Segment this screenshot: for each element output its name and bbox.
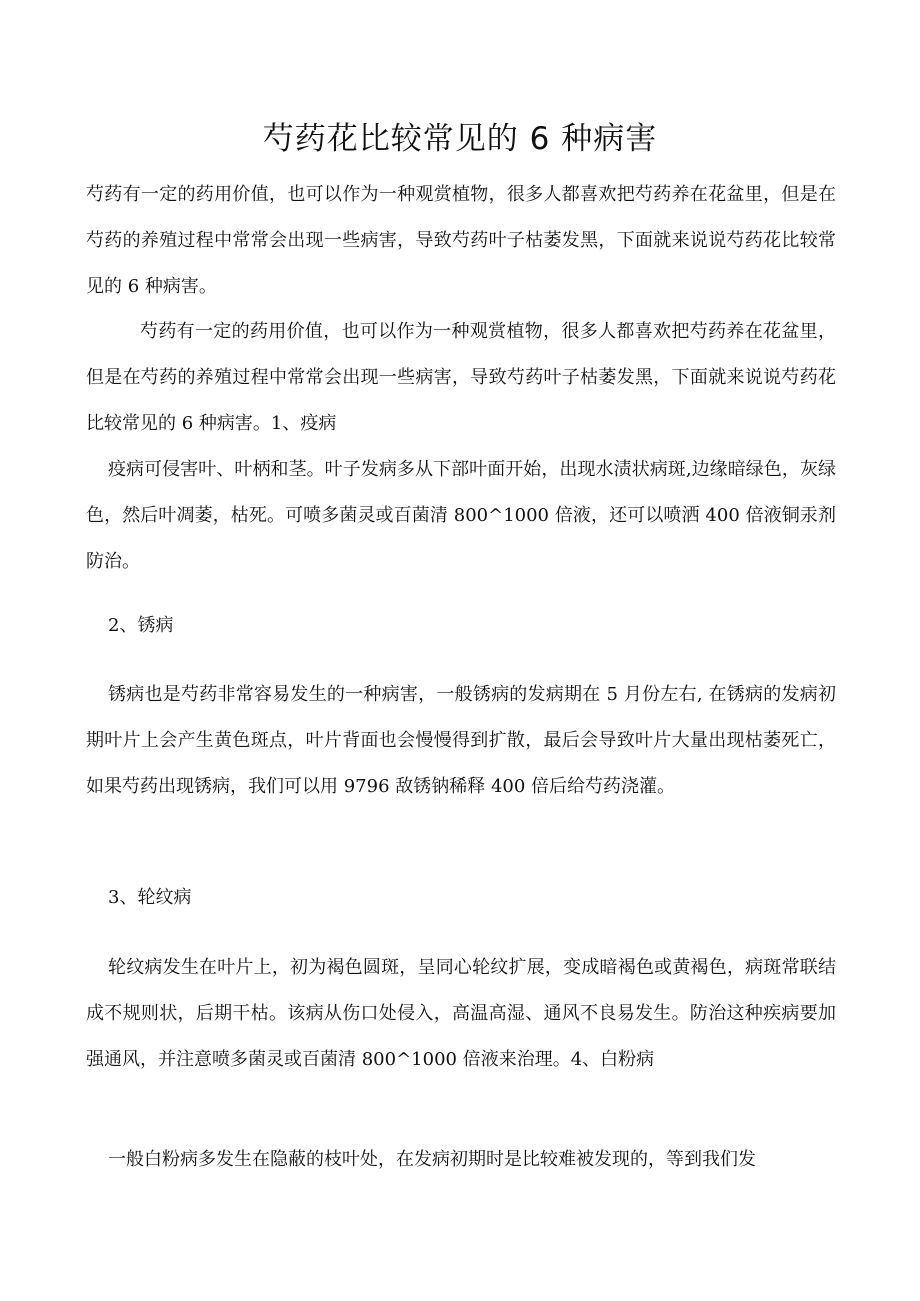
powdery-mildew-paragraph: 一般白粉病多发生在隐蔽的枝叶处，在发病初期时是比较难被发现的，等到我们发: [108, 1149, 756, 1170]
blight-paragraph: 疫病可侵害叶、叶柄和茎。叶子发病多从下部叶面开始，出现水渍状病斑,边缘暗绿色，灰绿色，然后叶凋萎，枯死。可喷多菌灵或百菌清 800^1000 倍液，还可以喷洒 400 倍液铜汞剂防治。: [86, 459, 836, 572]
ring-spot-heading: 3、轮纹病: [108, 887, 192, 908]
document-title: 芍药花比较常见的 6 种病害: [262, 121, 658, 157]
ring-spot-paragraph: 轮纹病发生在叶片上，初为褐色圆斑，呈同心轮纹扩展，变成暗褐色或黄褐色，病斑常联结成不规则状，后期干枯。该病从伤口处侵入，高温高湿、通风不良易发生。防治这种疾病要加强通风，并注意喷多菌灵或百菌清 800^1000 倍液来治理。4、白粉病: [86, 957, 836, 1070]
rust-paragraph: 锈病也是芍药非常容易发生的一种病害，一般锈病的发病期在 5 月份左右, 在锈病的发病初期叶片上会产生黄色斑点，叶片背面也会慢慢得到扩散，最后会导致叶片大量出现枯萎死亡，如果芍药出现锈病，我们可以用 9796 敌锈钠稀释 400 倍后给芍药浇灌。: [86, 684, 836, 797]
intro-paragraph: 芍药有一定的药用价值，也可以作为一种观赏植物，很多人都喜欢把芍药养在花盆里，但是在芍药的养殖过程中常常会出现一些病害，导致芍药叶子枯萎发黑，下面就来说说芍药花比较常见的 6 种病害。: [86, 184, 836, 297]
rust-heading: 2、锈病: [108, 615, 174, 636]
lead-paragraph: 芍药有一定的药用价值，也可以作为一种观赏植物，很多人都喜欢把芍药养在花盆里，但是在芍药的养殖过程中常常会出现一些病害，导致芍药叶子枯萎发黑，下面就来说说芍药花比较常见的 6 种病害。1、疫病: [86, 321, 836, 434]
